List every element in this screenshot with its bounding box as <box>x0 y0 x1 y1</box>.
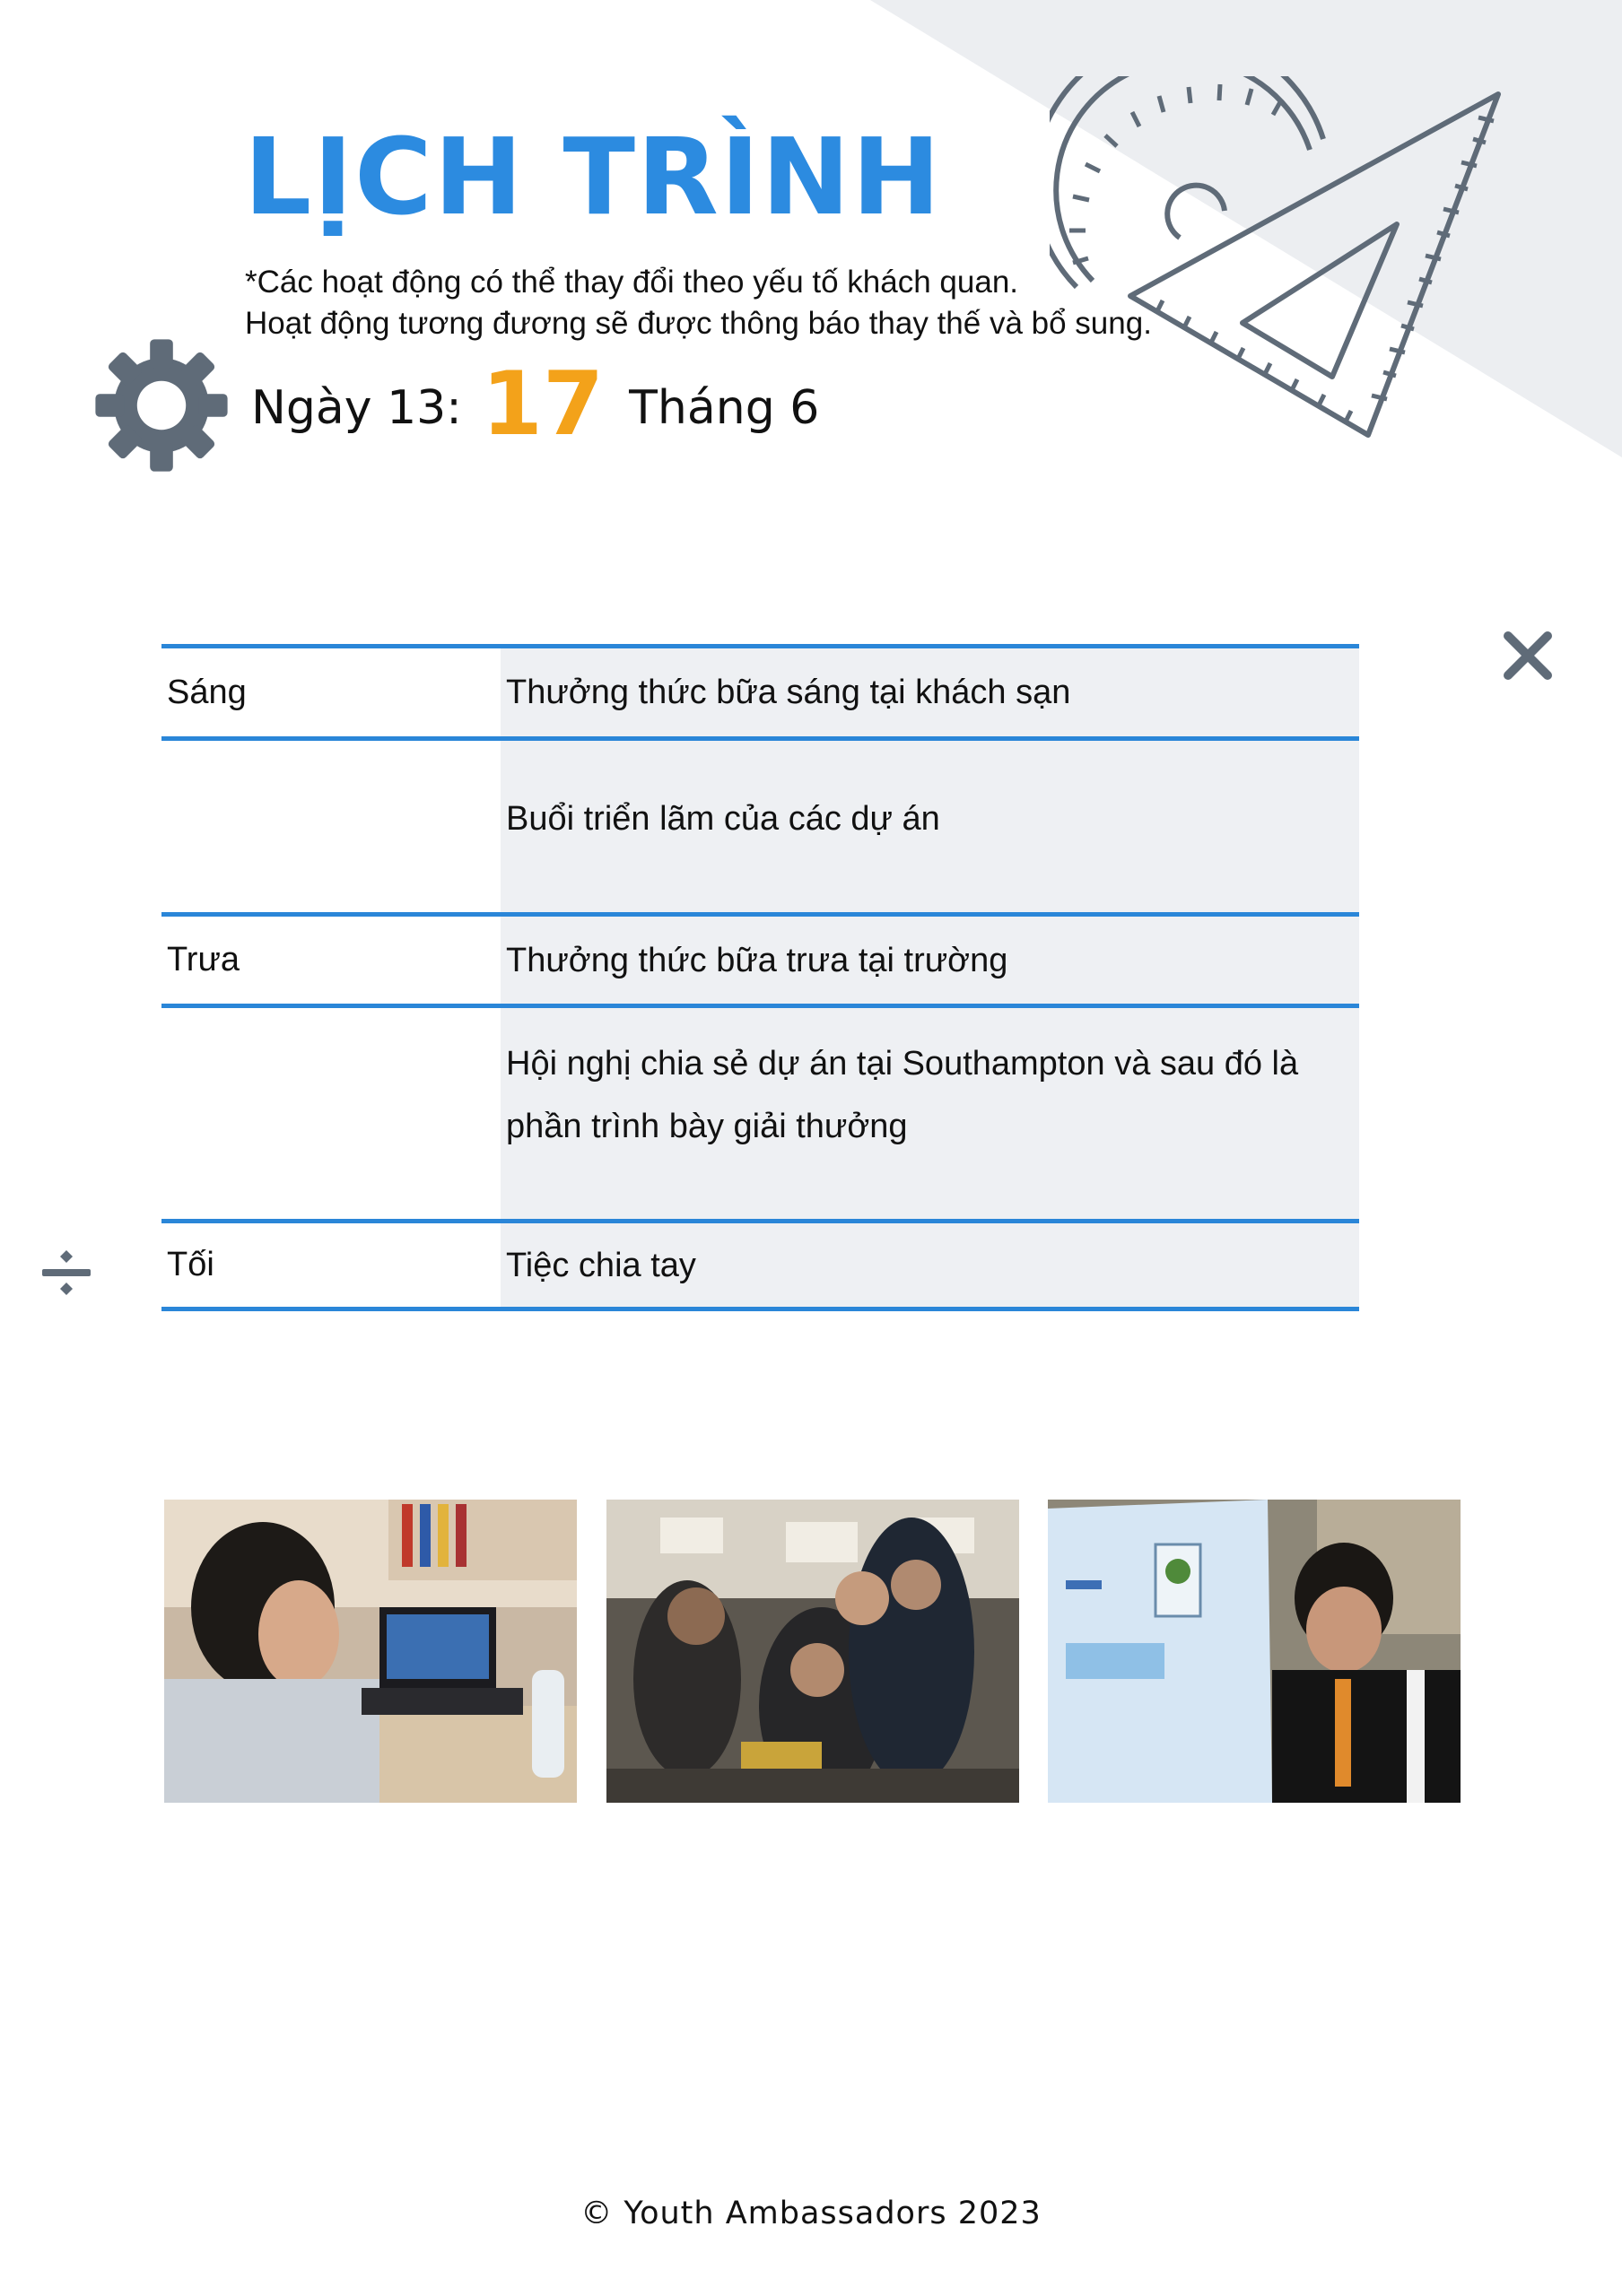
date-heading <box>251 353 820 457</box>
date-day: 17 <box>481 353 605 456</box>
schedule-table <box>161 644 1359 1311</box>
activity-text: Thưởng thức bữa trưa tại trường <box>506 941 1008 979</box>
schedule-row <box>161 912 1359 1004</box>
activity-text: Buổi triển lãm của các dự án <box>506 800 940 838</box>
period-label: Trưa <box>167 941 240 978</box>
divide-icon <box>40 1247 92 1299</box>
activity-text-line-1: Hội nghị chia sẻ dự án tại Southampton và sau đó là <box>506 1045 1299 1083</box>
date-month: Tháng 6 <box>629 381 820 435</box>
schedule-row <box>161 736 1359 912</box>
group-discussion-photo <box>606 1500 1019 1803</box>
activity-text-line-2: phần trình bày giải thưởng <box>506 1108 908 1145</box>
student-poster-photo <box>1048 1500 1461 1803</box>
gear-icon <box>90 334 233 477</box>
period-label: Sáng <box>167 673 247 711</box>
photo-strip <box>164 1500 1465 1803</box>
activity-cell <box>501 1008 1359 1219</box>
close-icon <box>1500 628 1556 683</box>
schedule-row <box>161 1004 1359 1219</box>
footer-copyright: © Youth Ambassadors 2023 <box>580 2196 1042 2231</box>
note-line-1: *Các hoạt động có thể thay đổi theo yếu tố khách quan. <box>245 265 1019 300</box>
date-prefix: Ngày 13: <box>251 381 462 435</box>
activity-text <box>506 1032 1298 1158</box>
activity-text: Tiệc chia tay <box>506 1246 696 1284</box>
schedule-row <box>161 1219 1359 1311</box>
activity-cell <box>501 1223 1359 1307</box>
activity-text: Thưởng thức bữa sáng tại khách sạn <box>506 674 1071 711</box>
activity-cell <box>501 648 1359 736</box>
period-label <box>161 1008 501 1219</box>
schedule-row <box>161 644 1359 736</box>
disclaimer-note <box>245 262 1152 344</box>
period-label <box>161 741 501 912</box>
student-coding-laptop-photo <box>164 1500 577 1803</box>
note-line-2: Hoạt động tương đương sẽ được thông báo thay thế và bổ sung. <box>245 306 1152 341</box>
page-title: LỊCH TRÌNH <box>244 115 943 239</box>
period-label: Tối <box>167 1246 214 1283</box>
activity-cell <box>501 741 1359 912</box>
activity-cell <box>501 917 1359 1004</box>
